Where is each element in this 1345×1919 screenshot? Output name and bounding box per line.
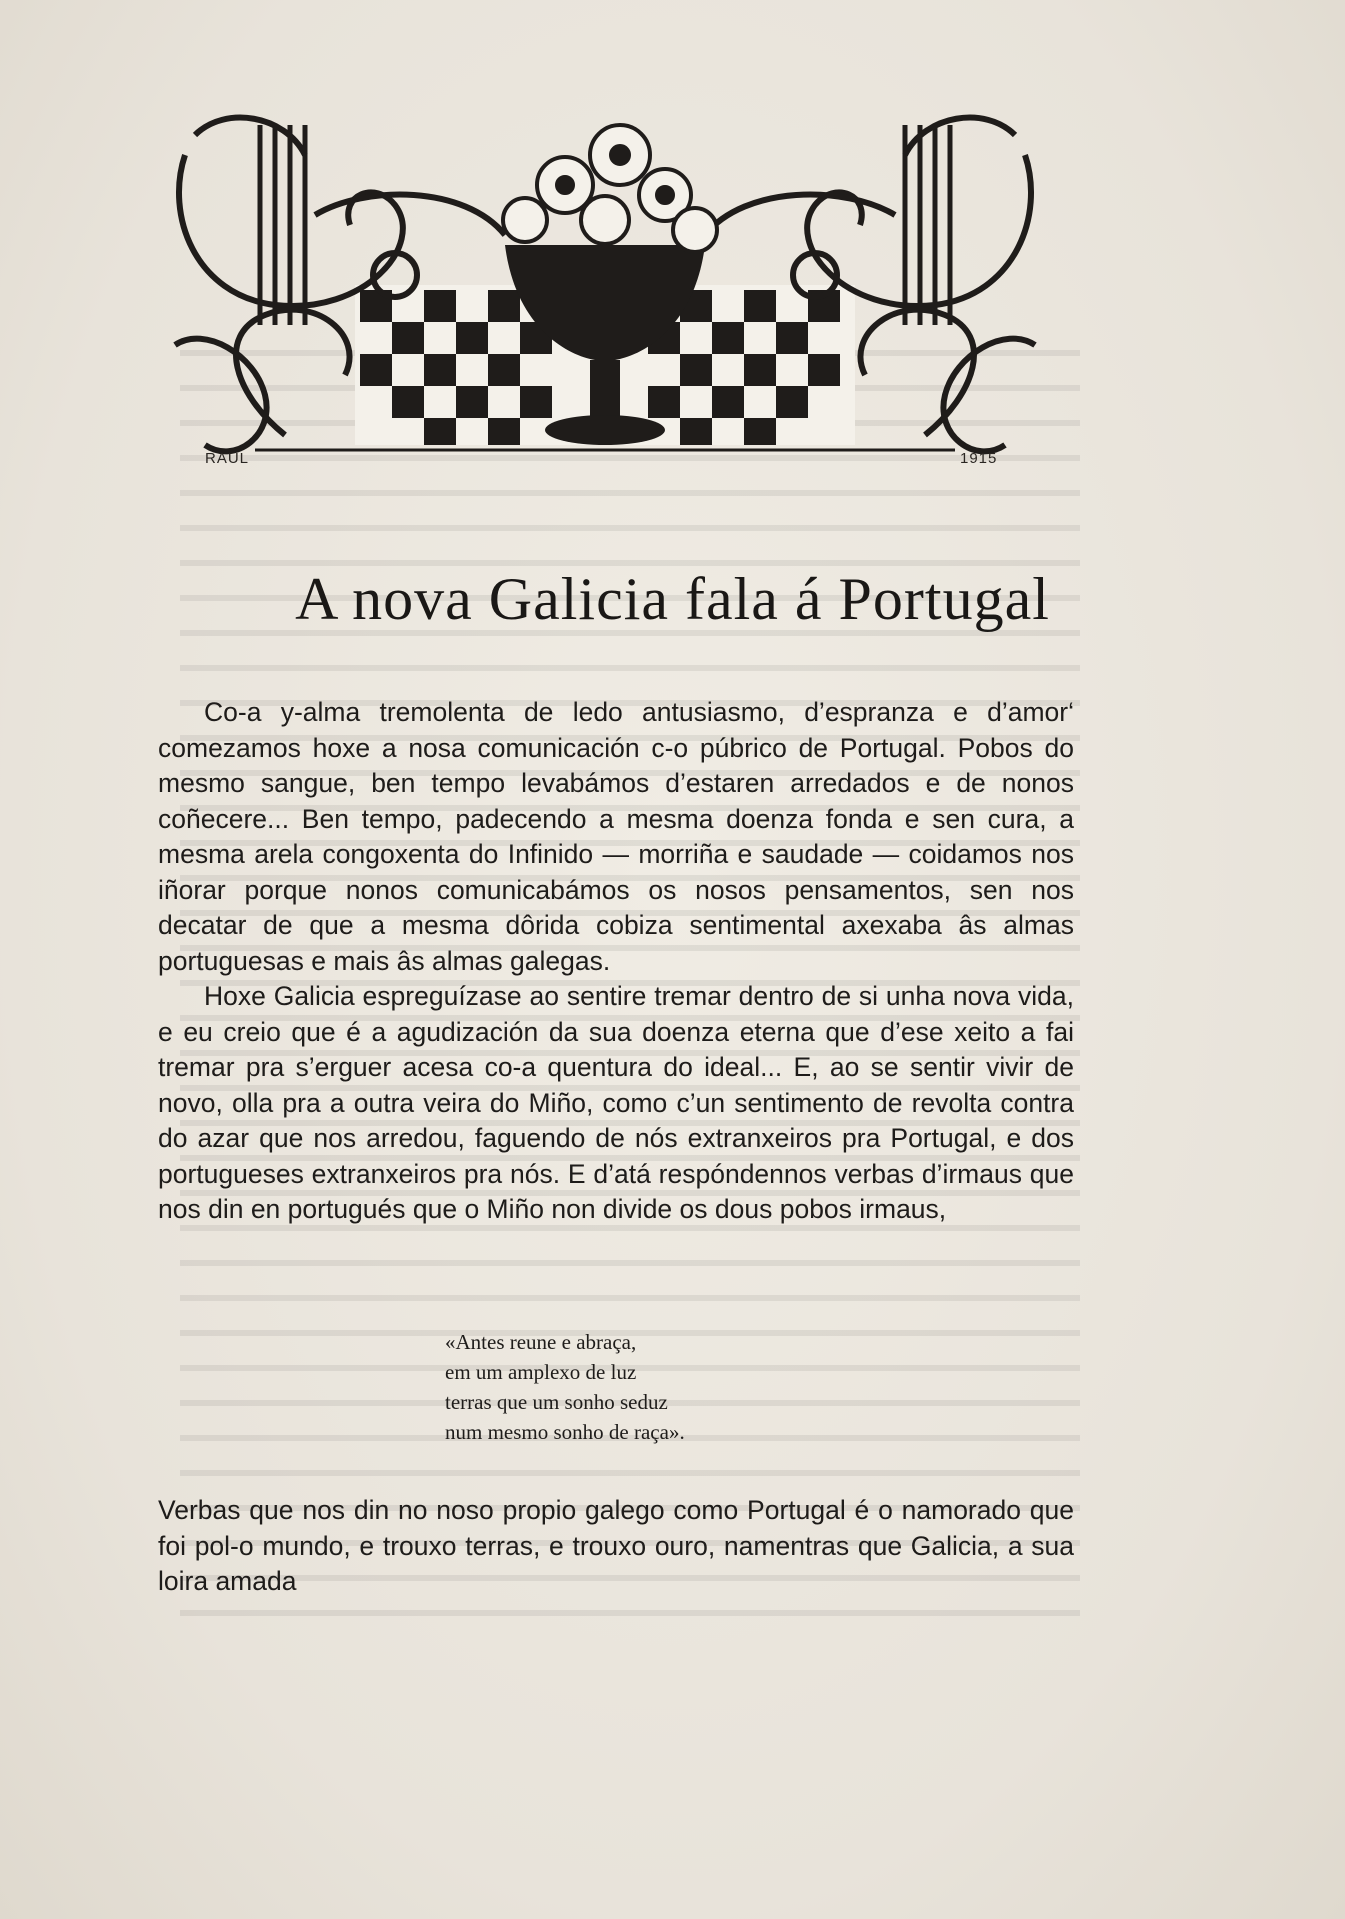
- quoted-verse: [445, 1327, 685, 1447]
- article-title: A nova Galicia fala á Portugal: [295, 566, 1050, 632]
- article-closing: [158, 1493, 1074, 1600]
- flower-bouquet: [503, 125, 717, 252]
- article-body: [158, 695, 1074, 1228]
- paragraph: Verbas que nos din no noso propio galego como Portugal é o namorado que foi pol-o mundo, e trouxo terras, e trouxo ouro, namentras que Galicia, a sua loira amada: [158, 1495, 1074, 1596]
- verse-line: num mesmo sonho de raça».: [445, 1420, 685, 1444]
- artist-signature: RAUL: [205, 450, 250, 467]
- ornamental-headpiece-illustration: [165, 95, 1045, 475]
- illustration-year: 1915: [960, 450, 998, 467]
- paragraph: Co-a y-alma tremolenta de ledo antusiasmo, d’espranza e d’amor‘ comezamos hoxe a nosa comunicación c-o púbrico de Portugal. Pobos do mesmo sangue, ben tempo levabámos d’estaren arredados e de nonos coñecere... Ben tempo, padecendo a mesma doenza fonda e sen cura, a mesma arela congoxenta do Infinido — morriña e saudade — coidamos nos iñorar porque nonos comunicabámos os nosos pensamentos, sen nos decatar de que a mesma dôrida cobiza sentimental axexaba âs almas portuguesas e mais âs almas galegas.: [158, 697, 1074, 976]
- verse-line: terras que um sonho seduz: [445, 1390, 668, 1414]
- paragraph: Hoxe Galicia espreguízase ao sentire tremar dentro de si unha nova vida, e eu creio que é a agudización da sua doenza eterna que d’ese xeito a fai tremar pra s’erguer acesa co-a quentura do ideal... E, ao se sentir vivir de novo, olla pra a outra veira do Miño, como c’un sentimento de revolta contra do azar que nos arredou, faguendo de nós extranxeiros pra Portugal, e dos portugueses extranxeiros pra nós. E d’atá respóndennos verbas d’irmaus que nos din en portugués que o Miño non divide os dous pobos irmaus,: [158, 981, 1074, 1224]
- verse-line: «Antes reune e abraça,: [445, 1330, 637, 1354]
- verse-line: em um amplexo de luz: [445, 1360, 637, 1384]
